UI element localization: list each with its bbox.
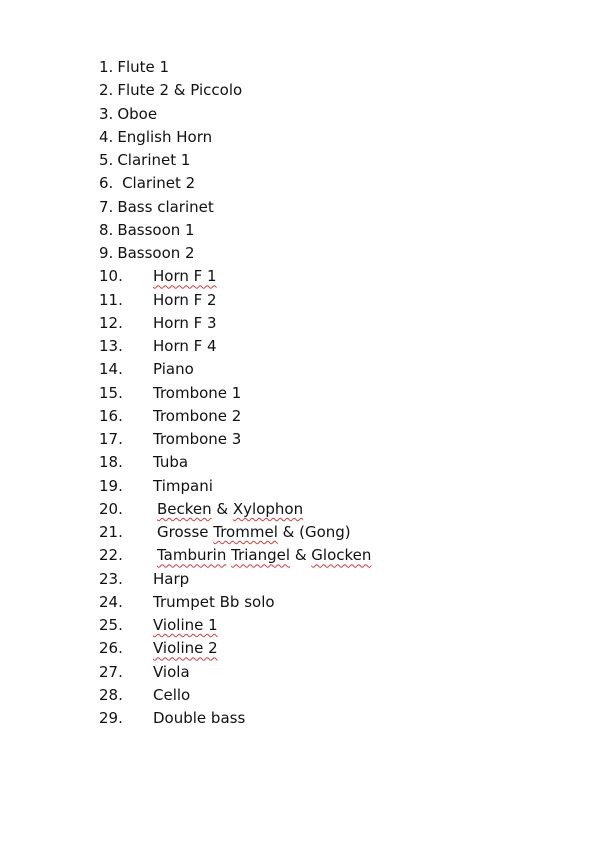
item-number: 5. xyxy=(99,151,114,169)
list-item xyxy=(99,56,371,79)
item-name-word: Trommel xyxy=(213,523,278,541)
item-number: 9. xyxy=(99,244,114,262)
item-number: 27. xyxy=(99,662,123,681)
instrument-part-list xyxy=(99,56,371,730)
list-item xyxy=(99,475,371,498)
item-number: 15. xyxy=(99,383,123,402)
item-number: 21. xyxy=(99,523,123,541)
item-number: 18. xyxy=(99,453,123,472)
item-name: Horn F 4 xyxy=(153,337,217,355)
item-name: Violine 1 xyxy=(153,616,218,634)
list-item xyxy=(99,707,371,730)
item-number: 22. xyxy=(99,546,123,565)
item-name-word: Xylophon xyxy=(232,499,304,518)
item-name: Flute 2 & Piccolo xyxy=(117,81,243,100)
item-name: Tamburin Triangel & Glocken xyxy=(157,546,372,565)
item-number: 8. xyxy=(99,220,114,239)
item-number: 2. xyxy=(99,81,114,100)
list-item xyxy=(99,196,371,219)
item-name: Becken & Xylophon xyxy=(157,499,304,518)
item-number: 19. xyxy=(99,476,123,495)
list-item xyxy=(99,451,371,474)
list-item xyxy=(99,335,371,358)
item-number: 17. xyxy=(99,430,123,448)
list-item xyxy=(99,382,371,405)
list-item xyxy=(99,428,371,451)
list-item xyxy=(99,289,371,312)
item-name: Viola xyxy=(153,662,190,681)
list-item xyxy=(99,172,371,195)
item-name: Cello xyxy=(153,685,191,704)
list-item xyxy=(99,126,371,149)
list-item xyxy=(99,684,371,707)
item-name: Horn F 1 xyxy=(153,267,217,286)
item-name: Violine 2 xyxy=(153,639,218,658)
list-item xyxy=(99,568,371,591)
item-number: 6. xyxy=(99,174,114,193)
item-name: Flute 1 xyxy=(117,58,170,76)
item-name: Trumpet Bb solo xyxy=(153,592,275,611)
item-number: 23. xyxy=(99,569,123,588)
list-item xyxy=(99,544,371,567)
item-number: 26. xyxy=(99,639,123,658)
item-number: 29. xyxy=(99,709,123,727)
item-number: 7. xyxy=(99,197,114,216)
item-name: Bass clarinet xyxy=(117,197,214,216)
list-item xyxy=(99,312,371,335)
item-name: English Horn xyxy=(117,127,213,146)
list-item xyxy=(99,521,371,544)
item-number: 10. xyxy=(99,267,123,286)
item-name: Tuba xyxy=(153,453,189,472)
item-number: 14. xyxy=(99,360,123,379)
item-number: 1. xyxy=(99,58,114,76)
list-item xyxy=(99,591,371,614)
item-number: 11. xyxy=(99,290,123,309)
item-name-word: Becken xyxy=(157,499,212,518)
item-number: 4. xyxy=(99,127,114,146)
item-name: Clarinet 2 xyxy=(117,174,196,193)
item-name: Harp xyxy=(153,569,190,588)
list-item xyxy=(99,637,371,660)
list-item xyxy=(99,265,371,288)
item-name-word: Tamburin xyxy=(157,546,227,565)
item-number: 28. xyxy=(99,685,123,704)
item-name: Trombone 3 xyxy=(153,430,242,448)
item-name: Horn F 2 xyxy=(153,290,217,309)
item-name: Timpani xyxy=(153,476,213,495)
list-item xyxy=(99,661,371,684)
item-number: 16. xyxy=(99,406,123,425)
item-name: Horn F 3 xyxy=(153,313,217,332)
list-item xyxy=(99,79,371,102)
item-number: 12. xyxy=(99,313,123,332)
item-name: Grosse Trommel & (Gong) xyxy=(157,523,351,541)
item-name: Piano xyxy=(153,360,194,379)
item-name: Bassoon 1 xyxy=(117,220,195,239)
item-name: Double bass xyxy=(153,709,246,727)
item-number: 24. xyxy=(99,592,123,611)
item-name: Clarinet 1 xyxy=(117,151,191,169)
item-number: 13. xyxy=(99,337,123,355)
item-name-word: Glocken xyxy=(311,546,372,565)
list-item xyxy=(99,405,371,428)
item-name-word: Triangel xyxy=(231,546,291,565)
list-item xyxy=(99,219,371,242)
list-item xyxy=(99,614,371,637)
list-item xyxy=(99,358,371,381)
list-item xyxy=(99,149,371,172)
item-name: Oboe xyxy=(117,104,158,123)
item-name: Trombone 2 xyxy=(153,406,242,425)
item-number: 25. xyxy=(99,616,123,634)
list-item xyxy=(99,498,371,521)
list-item xyxy=(99,242,371,265)
item-name: Bassoon 2 xyxy=(117,244,195,262)
list-item xyxy=(99,103,371,126)
item-number: 20. xyxy=(99,499,123,518)
item-number: 3. xyxy=(99,104,114,123)
item-name: Trombone 1 xyxy=(153,383,242,402)
